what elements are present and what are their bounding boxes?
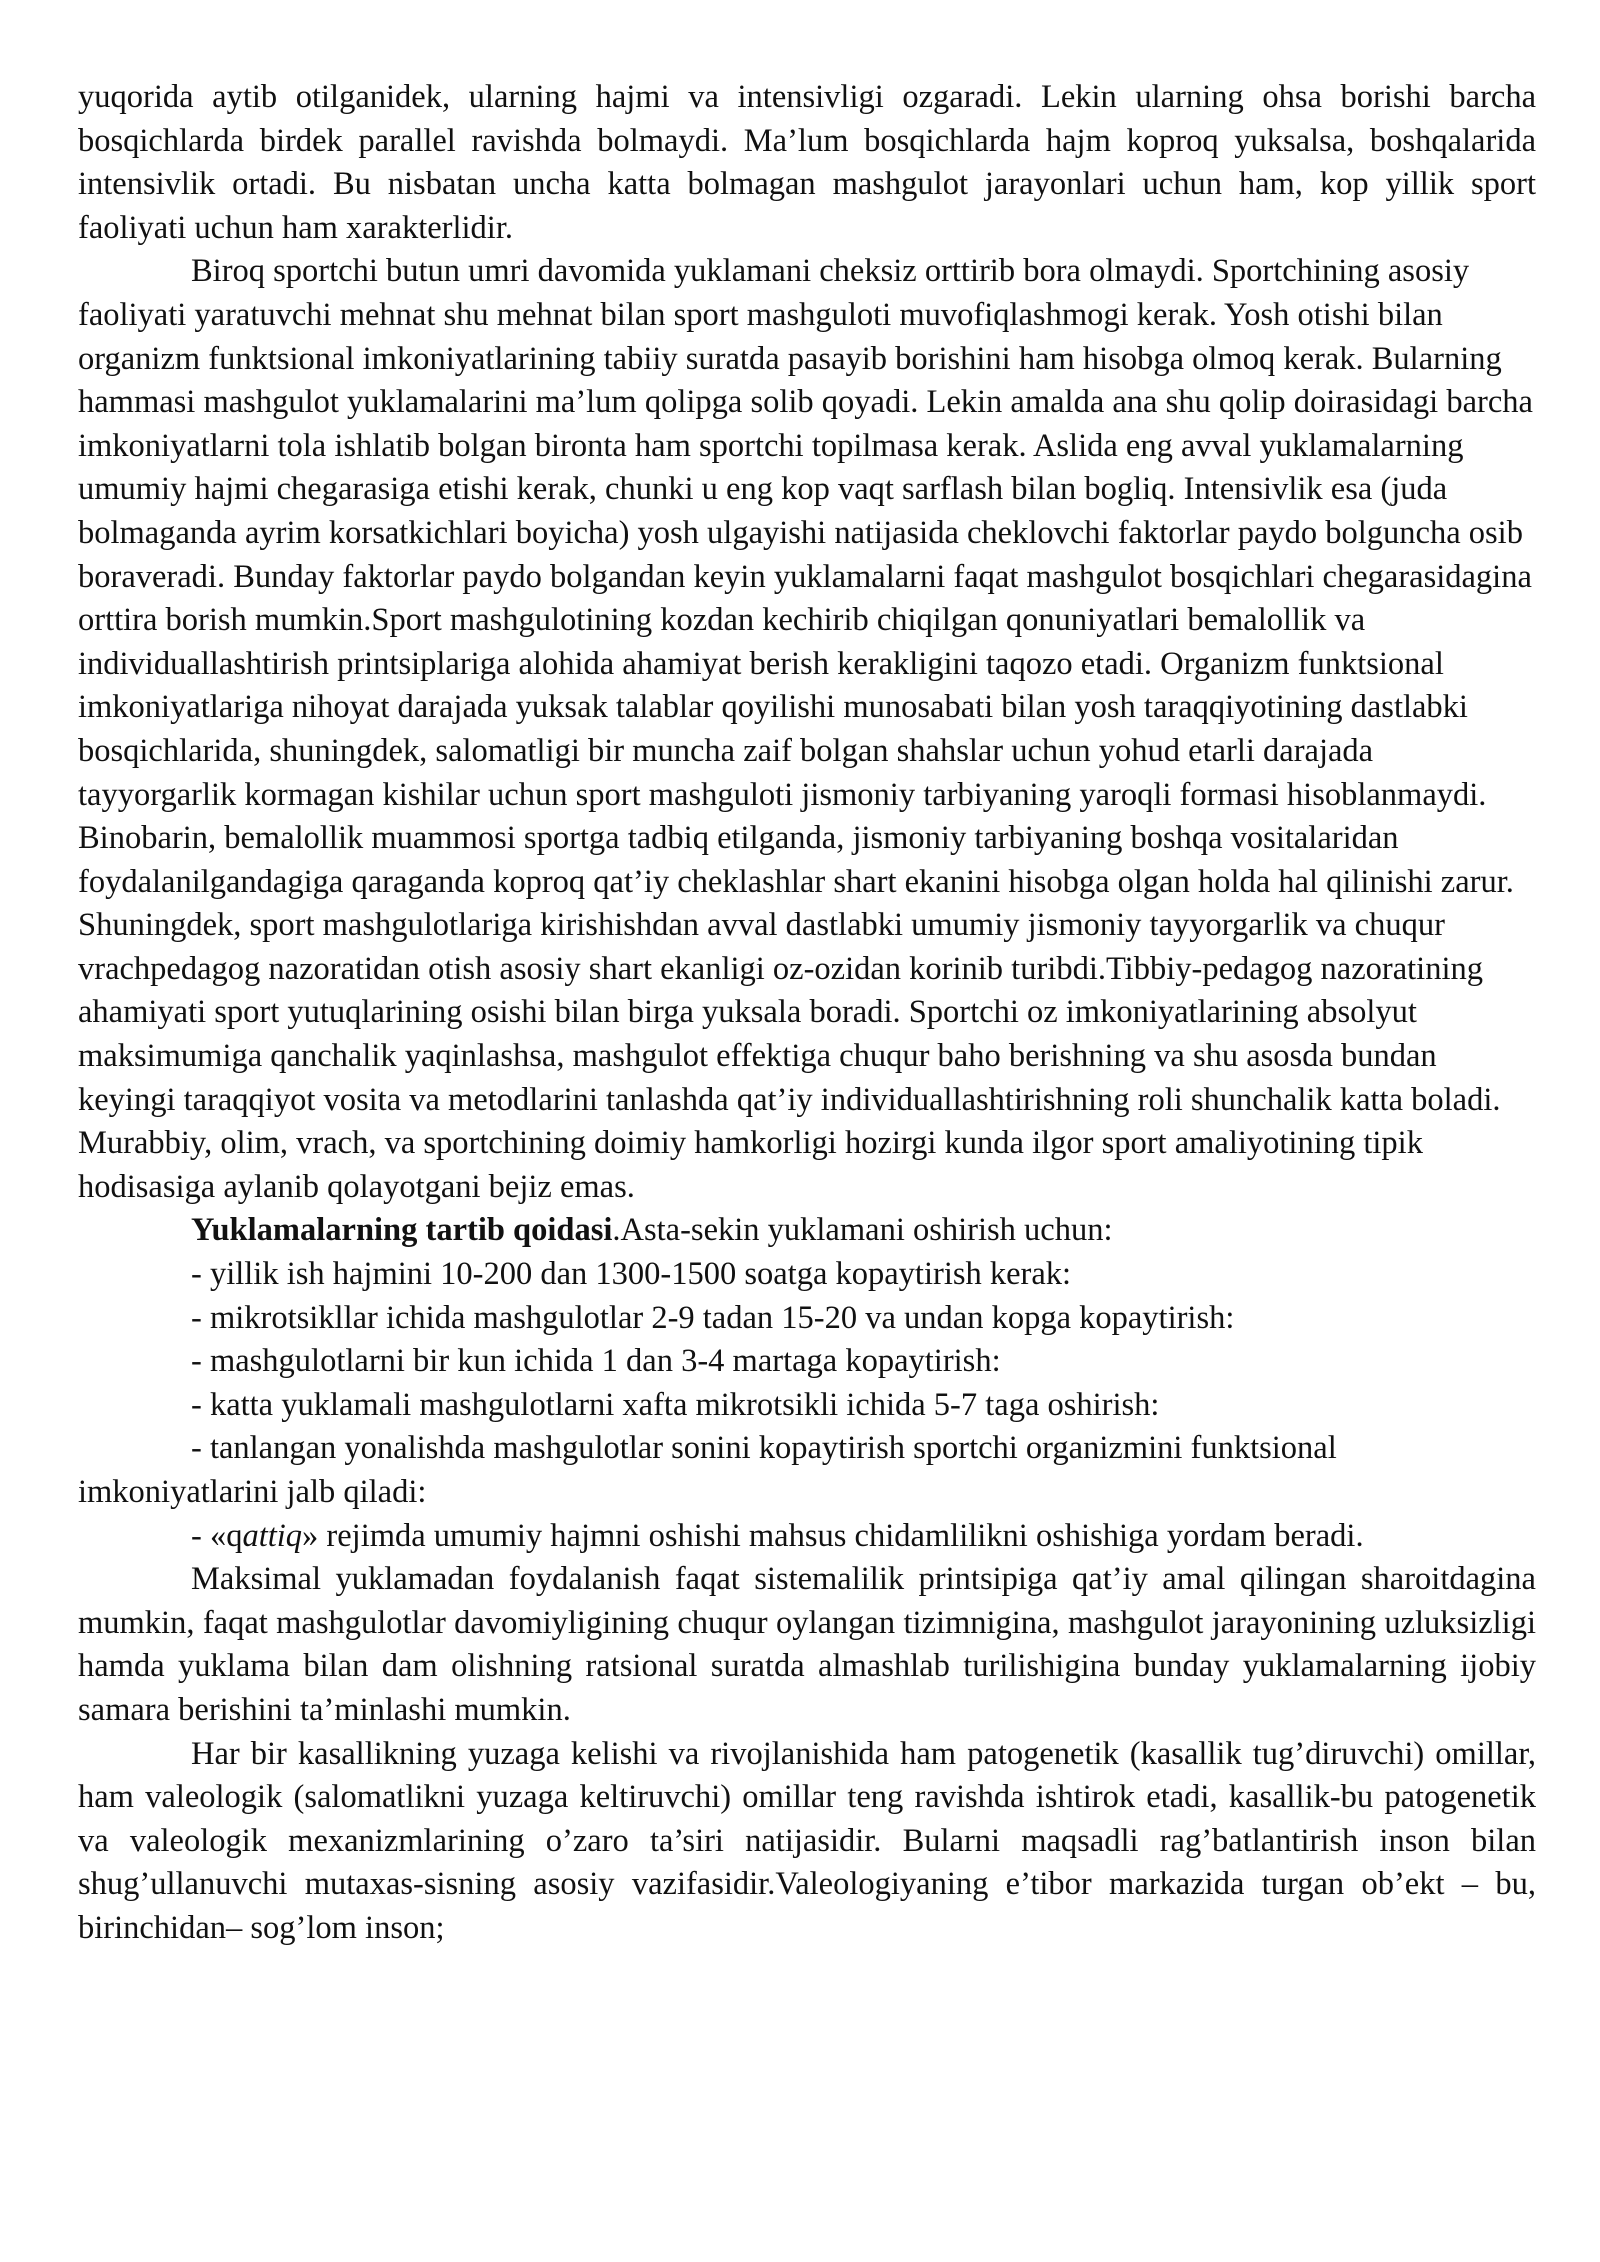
list-item-rest: » rejimda umumiy hajmni oshishi mahsus chidamlilikni oshishiga yordam beradi.: [302, 1517, 1364, 1554]
list-item: - yillik ish hajmini 10-200 dan 1300-1500 soatga kopaytirish kerak:: [191, 1256, 1072, 1293]
list-item: - katta yuklamali mashgulotlarni xafta mikrotsikli ichida 5-7 taga oshirish:: [191, 1386, 1160, 1423]
document-page: [78, 76, 1536, 1951]
paragraph-load-limits: Biroq sportchi butun umri davomida yuklamani cheksiz orttirib bora olmaydi. Sportchining asosiy faoliyati yaratuvchi mehnat shu mehnat bilan sport mashguloti muvofiqlashmogi kerak. Yosh otishi bilan organizm funktsional imkoniyatlarining tabiiy suratda pasayib borishini ham hisobga olmoq kerak. Bularning hammasi mashgulot yuklamalarini ma’lum qolipga solib qoyadi. Lekin amalda ana shu qolip doirasidagi barcha imkoniyatlarni tola ishlatib bolgan bironta ham sportchi topilmasa kerak. Aslida eng avval yuklamalarning umumiy hajmi chegarasiga etishi kerak, chunki u eng kop vaqt sarflash bilan bogliq. Intensivlik esa (juda bolmaganda ayrim korsatkichlari boyicha) yosh ulgayishi natijasida cheklovchi faktorlar paydo bolguncha osib boraveradi. Bunday faktorlar paydo bolgandan keyin yuklamalarni faqat mashgulot bosqichlari chegarasidagina orttira borish mumkin.Sport mashgulotining kozdan kechirib chiqilgan qonuniyatlari bemalollik va individuallashtirish printsiplariga alohida ahamiyat berish kerakligini taqozo etadi. Organizm funktsional imkoniyatlariga nihoyat darajada yuksak talablar qoyilishi munosabati bilan yosh taraqqiyotining dastlabki bosqichlarida, shuningdek, salomatligi bir muncha zaif bolgan shahslar uchun yohud etarli darajada tayyorgarlik kormagan kishilar uchun sport mashguloti jismoniy tarbiyaning yaroqli formasi hisoblanmaydi. Binobarin, bemalollik muammosi sportga tadbiq etilganda, jismoniy tarbiyaning boshqa vositalaridan foydalanilgandagiga qaraganda koproq qat’iy cheklashlar shart ekanini hisobga olgan holda hal qilinishi zarur. Shuningdek, sport mashgulotlariga kirishishdan avval dastlabki umumiy jismoniy tayyorgarlik va chuqur vrachpedagog nazoratidan otish asosiy shart ekanligi oz-ozidan korinib turibdi.Tibbiy-pedagog nazoratining ahamiyati sport yutuqlarining osishi bilan birga yuksala boradi. Sportchi oz imkoniyatlarining absolyut maksimumiga qanchalik yaqinlashsa, mashgulot effektiga chuqur baho berishning va shu asosda bundan keyingi taraqqiyot vosita va metodlarini tanlashda qat’iy individuallashtirishning roli shunchalik katta boladi. Murabbiy, olim, vrach, va sportchining doimiy hamkorligi hozirgi kunda ilgor sport amaliyotining tipik hodisasiga aylanib qolayotgani bejiz emas.: [78, 253, 1533, 1205]
paragraph-maximal-load: Maksimal yuklamadan foydalanish faqat sistemalilik printsipiga qat’iy amal qilingan sharoitdagina mumkin, faqat mashgulotlar davomiyligining chuqur oylangan tizimnigina, mashgulot jarayonining uzluksizligi hamda yuklama bilan dam olishning ratsional suratda almashlab turilishigina bunday yuklamalarning ijobiy samara berishini ta’minlashi mumkin.: [78, 1561, 1536, 1728]
rules-intro: .Asta-sekin yuklamani oshirish uchun:: [612, 1212, 1113, 1249]
list-item: - mashgulotlarni bir kun ichida 1 dan 3-4 martaga kopaytirish:: [191, 1343, 1001, 1380]
paragraph-intro: yuqorida aytib otilganidek, ularning hajmi va intensivligi ozgaradi. Lekin ularning ohsa borishi barcha bosqichlarda birdek parallel ravishda bolmaydi. Ma’lum bosqichlarda hajm koproq yuksalsa, boshqalarida intensivlik ortadi. Bu nisbatan uncha katta bolmagan mashgulot jarayonlari uchun ham, kop yillik sport faoliyati uchun ham xarakterlidir.: [78, 79, 1536, 246]
rules-heading-line: [78, 1209, 1536, 1253]
list-item: [78, 1515, 1536, 1559]
list-item: - mikrotsikllar ichida mashgulotlar 2-9 tadan 15-20 va undan kopga kopaytirish:: [191, 1299, 1235, 1336]
rules-heading: Yuklamalarning tartib qoidasi: [191, 1212, 613, 1249]
list-item-prefix: - «q: [191, 1517, 243, 1554]
paragraph-valeology: Har bir kasallikning yuzaga kelishi va rivojlanishida ham patogenetik (kasallik tug’diruvchi) omillar, ham valeologik (salomatlikni yuzaga keltiruvchi) omillar teng ravishda ishtirok etadi, kasallik-bu patogenetik va valeologik mexanizmlarining o’zaro ta’siri natijasidir. Bularni maqsadli rag’batlantirish inson bilan shug’ullanuvchi mutaxas-sisning asosiy vazifasidir.Valeologiyaning e’tibor markazida turgan ob’ekt – bu, birinchidan– sog’lom inson;: [78, 1735, 1536, 1946]
list-item: - tanlangan yonalishda mashgulotlar sonini kopaytirish sportchi organizmini funktsional imkoniyatlarini jalb qiladi:: [78, 1430, 1337, 1510]
list-item-italic: attiq: [242, 1517, 303, 1554]
